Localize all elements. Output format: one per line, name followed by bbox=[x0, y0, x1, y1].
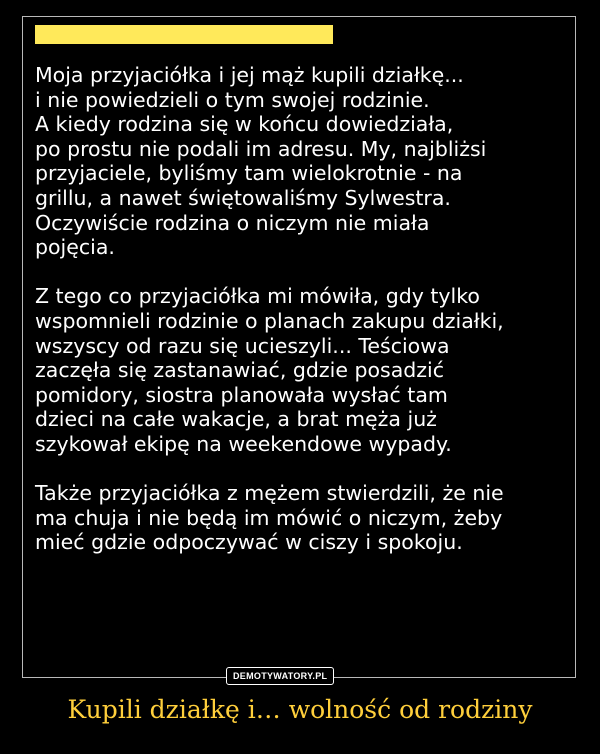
text-line: przyjaciele, byliśmy tam wielokrotnie - na bbox=[35, 161, 463, 186]
paragraph-3 bbox=[35, 481, 575, 555]
post-text bbox=[35, 63, 575, 555]
paragraph-2 bbox=[35, 284, 575, 456]
text-line: ma chuja i nie będą im mówić o niczym, żeby bbox=[35, 505, 503, 530]
image-frame bbox=[22, 16, 576, 678]
text-line: pomidory, siostra planowała wysłać tam bbox=[35, 382, 448, 407]
text-line: po prostu nie podali im adresu. My, najbliżsi bbox=[35, 136, 487, 161]
highlight-bar bbox=[35, 25, 333, 44]
text-line: Moja przyjaciółka i jej mąż kupili działkę... bbox=[35, 63, 464, 87]
text-line: zaczęła się zastanawiać, gdzie posadzić bbox=[35, 358, 445, 383]
text-line: Oczywiście rodzina o niczym nie miała bbox=[35, 210, 430, 235]
text-line: Z tego co przyjaciółka mi mówiła, gdy tylko bbox=[35, 284, 480, 309]
site-watermark: DEMOTYWATORY.PL bbox=[226, 667, 334, 685]
text-line: i nie powiedzieli o tym swojej rodzinie. bbox=[35, 87, 430, 112]
text-line: A kiedy rodzina się w końcu dowiedziała, bbox=[35, 112, 454, 137]
text-line: mieć gdzie odpoczywać w ciszy i spokoju. bbox=[35, 530, 463, 555]
text-line: pojęcia. bbox=[35, 235, 115, 260]
text-line: wspomnieli rodzinie o planach zakupu działki, bbox=[35, 308, 504, 333]
page-title: Kupili działkę i… wolność od rodziny bbox=[67, 695, 533, 724]
text-line: wszyscy od razu się ucieszyli... Teściowa bbox=[35, 333, 450, 358]
paragraph-1 bbox=[35, 63, 575, 260]
text-line: szykował ekipę na weekendowe wypady. bbox=[35, 431, 452, 456]
text-line: Także przyjaciółka z mężem stwierdzili, że nie bbox=[35, 481, 504, 506]
text-line: grillu, a nawet świętowaliśmy Sylwestra. bbox=[35, 185, 451, 210]
text-line: dzieci na całe wakacje, a brat męża już bbox=[35, 407, 437, 432]
